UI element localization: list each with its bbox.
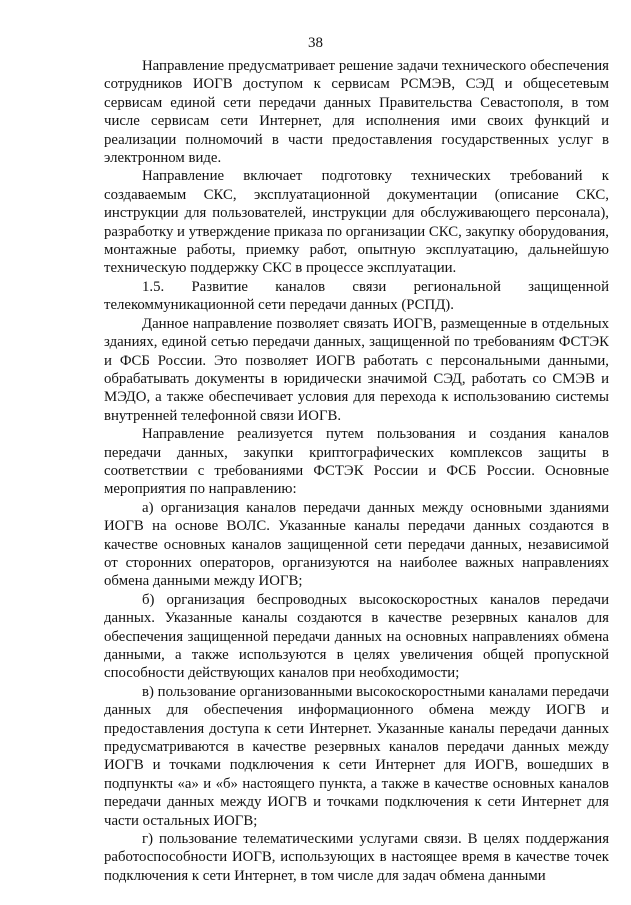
list-item-a: а) организация каналов передачи данных между основными зданиями ИОГВ на основе ВОЛС. Указанные каналы передачи данных создаются в качестве основных каналов защищенной сети передачи данных, независимой от сторонних операторов, организуются на наиболее важных направлениях обмена данными между ИОГВ; xyxy=(104,499,609,590)
paragraph-scs-requirements: Направление включает подготовку технических требований к создаваемым СКС, эксплуатационной документации (описание СКС, инструкции для пользователей, инструкции для обслуживающего персонала), разработку и утверждение приказа по организации СКС, закупку оборудования, монтажные работы, приемку работ, опытную эксплуатацию, дальнейшую техническую поддержку СКС в процессе эксплуатации. xyxy=(104,168,609,277)
document-body xyxy=(104,57,609,885)
page-number: 38 xyxy=(308,35,323,51)
list-item-b: б) организация беспроводных высокоскоростных каналов передачи данных. Указанные каналы создаются в качестве резервных каналов для обеспечения защищенной передачи данных на основных направлениях обмена данными, а также используются в целях увеличения общей пропускной способности действующих каналов при необходимости; xyxy=(104,591,609,682)
paragraph-service-access: Направление предусматривает решение задачи технического обеспечения сотрудников ИОГВ доступом к сервисам РСМЭВ, СЭД и общесетевым сервисам единой сети передачи данных Правительства Севастополя, в том числе сервисам сети Интернет, для исполнения ими своих функций и реализации полномочий в части предоставления государственных услуг в электронном виде. xyxy=(104,58,609,167)
list-item-v: в) пользование организованными высокоскоростными каналами передачи данных для обеспечения информационного обмена между ИОГВ и предоставления доступа к сети Интернет. Указанные каналы передачи данных предусматриваются в качестве резервных каналов передачи данных между ИОГВ и точками подключения к сети Интернет для ИОГВ, вошедших в подпункты «а» и «б» настоящего пункта, а также в качестве основных каналов передачи данных между ИОГВ и точками подключения к сети Интернет для части остальных ИОГВ; xyxy=(104,683,609,829)
list-item-g: г) пользование телематическими услугами связи. В целях поддержания работоспособности ИОГВ, использующих в настоящее время в качестве точек подключения к сети Интернет, в том числе для задач обмена данными xyxy=(104,831,609,884)
paragraph-rspd-implementation: Направление реализуется путем пользования и создания каналов передачи данных, закупки криптографических комплексов защиты в соответствии с требованиями ФСТЭК России и ФСБ России. Основные мероприятия по направлению: xyxy=(104,426,609,498)
paragraph-rspd-purpose: Данное направление позволяет связать ИОГВ, размещенные в отдельных зданиях, единой сетью передачи данных, защищенной по требованиям ФСТЭК и ФСБ России. Это позволяет ИОГВ работать с персональными данными, обрабатывать документы в юридически значимой СЭД, работать со СМЭВ и МЭДО, а также обеспечивает условия для перехода к использованию системы внутренней телефонной связи ИОГВ. xyxy=(104,315,609,424)
section-heading-rspd: 1.5. Развитие каналов связи региональной защищенной телекоммуникационной сети передачи данных (РСПД). xyxy=(104,278,609,314)
